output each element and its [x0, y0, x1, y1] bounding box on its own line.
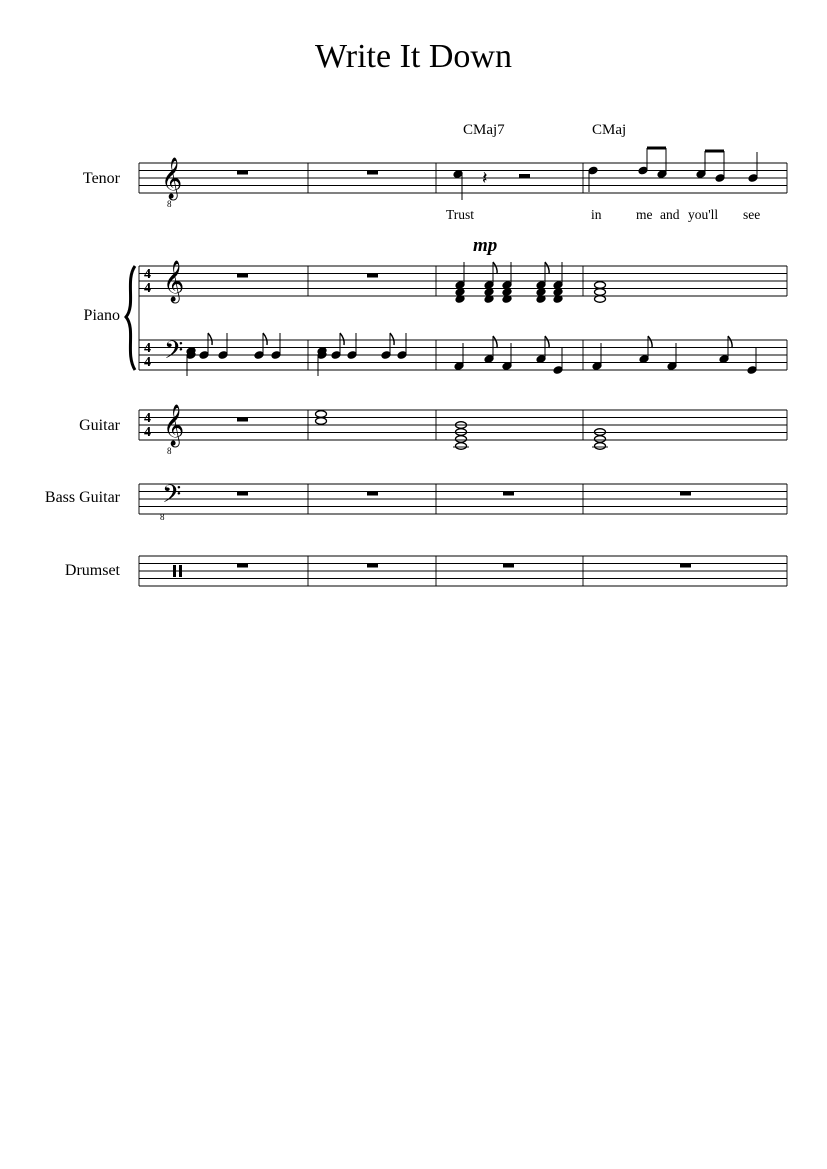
bass-guitar-rests — [237, 492, 691, 496]
whole-rest-icon — [367, 492, 378, 496]
piano-treble-content — [237, 262, 606, 303]
bass-clef-icon: 𝄢 — [162, 481, 182, 514]
svg-text:4: 4 — [144, 411, 151, 426]
instrument-label-bass-guitar: Bass Guitar — [44, 489, 120, 506]
treble-clef-icon: 𝄞 — [163, 405, 185, 445]
dynamic-marking: mp — [473, 235, 498, 256]
whole-rest-icon — [237, 274, 248, 278]
whole-rest-icon — [237, 492, 248, 496]
quarter-rest-icon: 𝄽 — [482, 168, 488, 188]
chord-symbol: CMaj7 — [463, 122, 505, 138]
instrument-label-tenor: Tenor — [82, 170, 120, 187]
tenor-notes — [453, 148, 758, 200]
tenor-staff — [139, 163, 787, 193]
lyric-syllable: me — [636, 207, 653, 222]
whole-rest-icon — [367, 171, 378, 175]
instrument-label-piano: Piano — [83, 307, 120, 324]
svg-text:4: 4 — [144, 267, 151, 282]
octave-marker: 8 — [160, 512, 165, 522]
bass-guitar-staff — [139, 484, 787, 514]
bass-clef-icon: 𝄢 — [164, 337, 184, 370]
lyric-syllable: Trust — [446, 207, 475, 222]
whole-rest-icon — [237, 564, 248, 568]
svg-text:4: 4 — [144, 355, 151, 370]
treble-clef-icon: 𝄞 — [163, 261, 185, 301]
lyric-syllable: in — [591, 207, 602, 222]
whole-rest-icon — [680, 564, 691, 568]
whole-rest-icon — [367, 564, 378, 568]
guitar-content — [237, 411, 608, 450]
whole-rest-icon — [680, 492, 691, 496]
instrument-label-guitar: Guitar — [79, 417, 120, 434]
whole-rest-icon — [237, 418, 248, 422]
half-rest-icon — [519, 174, 530, 178]
instrument-label-drumset: Drumset — [64, 562, 120, 579]
lyric-syllable: and — [660, 207, 680, 222]
whole-chord — [595, 282, 606, 303]
chord-group — [455, 262, 563, 303]
whole-rest-icon — [503, 492, 514, 496]
whole-rest-icon — [237, 171, 248, 175]
lyric-syllable: you'll — [688, 207, 719, 222]
octave-marker: 8 — [167, 199, 172, 209]
whole-rest-icon — [503, 564, 514, 568]
grand-staff-brace-icon — [126, 266, 135, 370]
chord-symbol: CMaj — [592, 122, 627, 138]
svg-text:4: 4 — [144, 281, 151, 296]
score-title: Write It Down — [315, 38, 512, 75]
drumset-staff — [139, 556, 787, 586]
svg-text:4: 4 — [144, 341, 151, 356]
drumset-rests — [237, 564, 691, 568]
treble-clef-icon: 𝄞 — [161, 158, 183, 198]
time-signature — [144, 411, 151, 440]
octave-marker: 8 — [167, 446, 172, 456]
whole-rest-icon — [367, 274, 378, 278]
time-signature — [144, 267, 151, 370]
svg-text:4: 4 — [144, 425, 151, 440]
lyric-syllable: see — [743, 207, 761, 222]
